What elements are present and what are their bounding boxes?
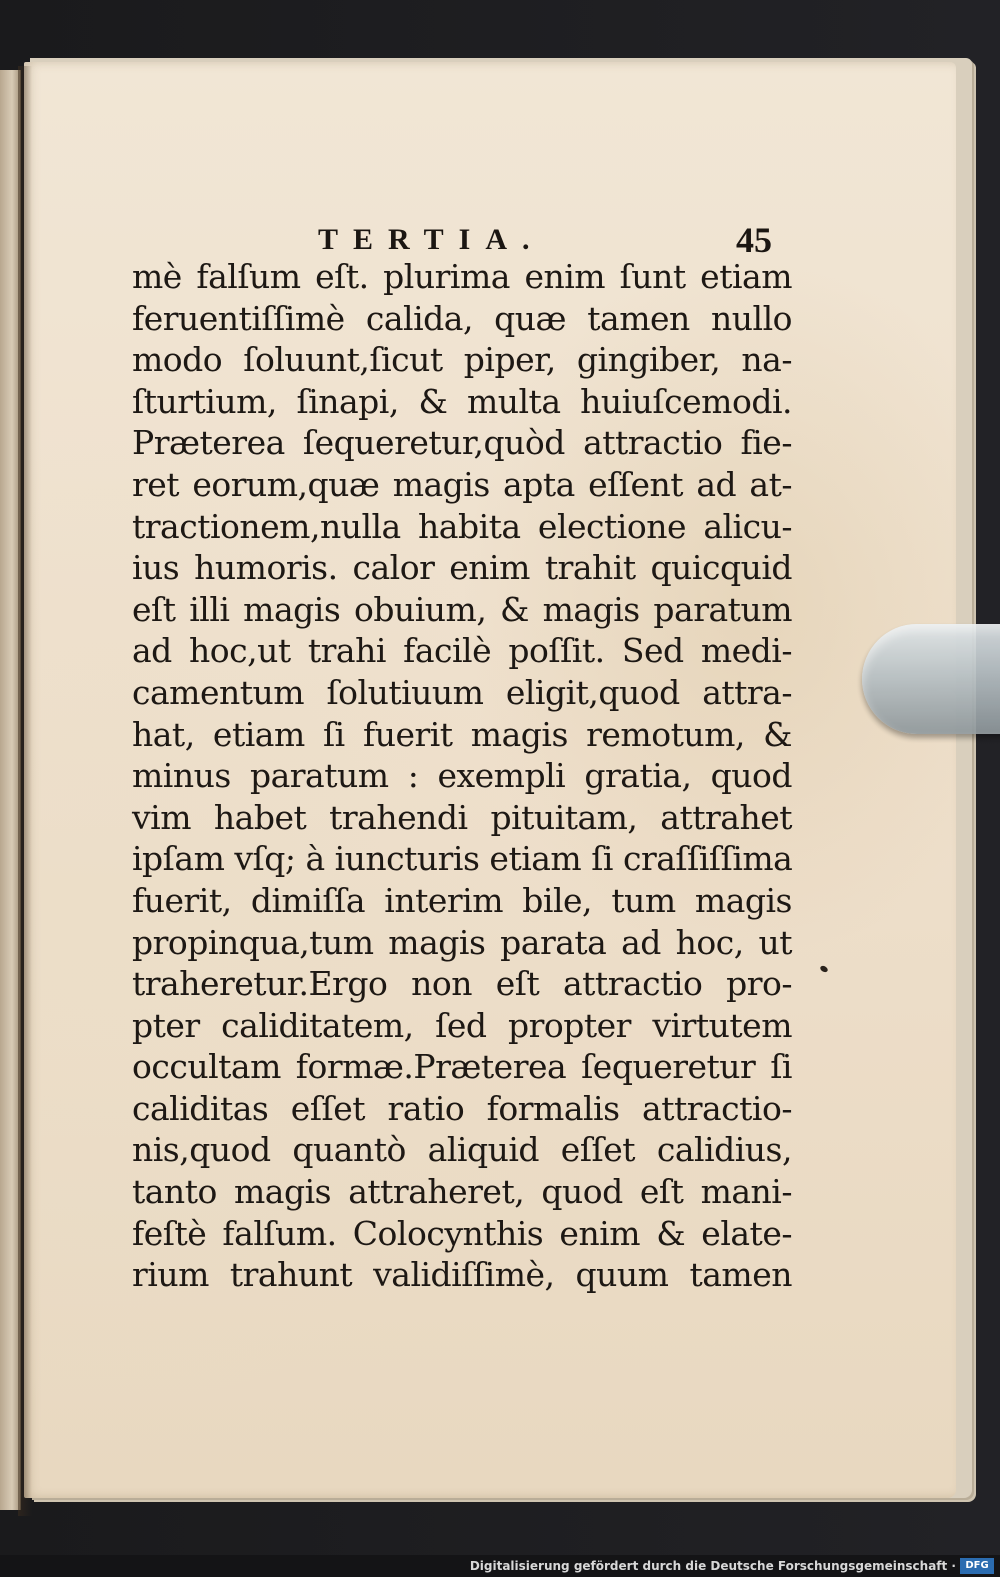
body-text bbox=[132, 256, 792, 1296]
text-line: vim habet trahendi pituitam, attrahet bbox=[132, 797, 792, 837]
text-line: eſt illi magis obuium, & magis paratum bbox=[132, 589, 792, 629]
page-number: 45 bbox=[736, 220, 772, 260]
text-line: traheretur.Ergo non eſt attractio pro- bbox=[132, 964, 792, 1004]
text-line: Præterea ſequeretur,quòd attractio fie- bbox=[132, 423, 792, 463]
running-head: TERTIA. bbox=[318, 223, 545, 256]
page-tab-marker bbox=[862, 624, 1000, 734]
text-line: fuerit, dimiſſa interim bile, tum magis bbox=[132, 880, 792, 920]
text-line: caliditas eſſet ratio formalis attractio- bbox=[132, 1088, 792, 1128]
text-line: hat, etiam ſi fuerit magis remotum, & bbox=[132, 714, 792, 754]
text-line: occultam formæ.Præterea ſequeretur ſi bbox=[132, 1047, 792, 1087]
spine-shadow bbox=[18, 66, 32, 1516]
text-line: camentum ſolutiuum eligit,quod attra- bbox=[132, 672, 792, 712]
dfg-logo: DFG bbox=[960, 1558, 994, 1574]
text-line: feſtè falſum. Colocynthis enim & elate- bbox=[132, 1213, 792, 1253]
text-line: modo ſoluunt,ſicut piper, gingiber, na- bbox=[132, 340, 792, 380]
text-line: propinqua,tum magis parata ad hoc, ut bbox=[132, 922, 792, 962]
text-line: tanto magis attraheret, quod eſt mani- bbox=[132, 1172, 792, 1212]
text-line: ad hoc,ut trahi facilè poſſit. Sed medi- bbox=[132, 631, 792, 671]
text-line: ius humoris. calor enim trahit quicquid bbox=[132, 548, 792, 588]
text-line: pter caliditatem, ſed propter virtutem bbox=[132, 1005, 792, 1045]
text-line: rium trahunt validiſſimè, quum tamen bbox=[132, 1255, 792, 1295]
text-line: minus paratum : exempli gratia, quod bbox=[132, 756, 792, 796]
footer-bar bbox=[0, 1555, 1000, 1577]
funding-credit: Digitalisierung gefördert durch die Deutsche Forschungsgemeinschaft · bbox=[469, 1559, 956, 1573]
text-line: tractionem,nulla habita electione alicu- bbox=[132, 506, 792, 546]
text-line: mè falſum eſt. plurima enim ſunt etiam bbox=[132, 257, 792, 296]
page-header bbox=[24, 220, 956, 260]
text-line: ret eorum,quæ magis apta eſſent ad at- bbox=[132, 464, 792, 504]
text-line: ſturtium, ſinapi, & multa huiuſcemodi. bbox=[132, 381, 792, 421]
text-line: feruentiſſimè calida, quæ tamen nullo bbox=[132, 298, 792, 338]
text-line: nis,quod quantò aliquid eſſet calidius, bbox=[132, 1130, 792, 1170]
book-page bbox=[24, 62, 956, 1498]
text-line: ipſam vſq; à iuncturis etiam ſi craſſiſſima bbox=[132, 839, 793, 879]
